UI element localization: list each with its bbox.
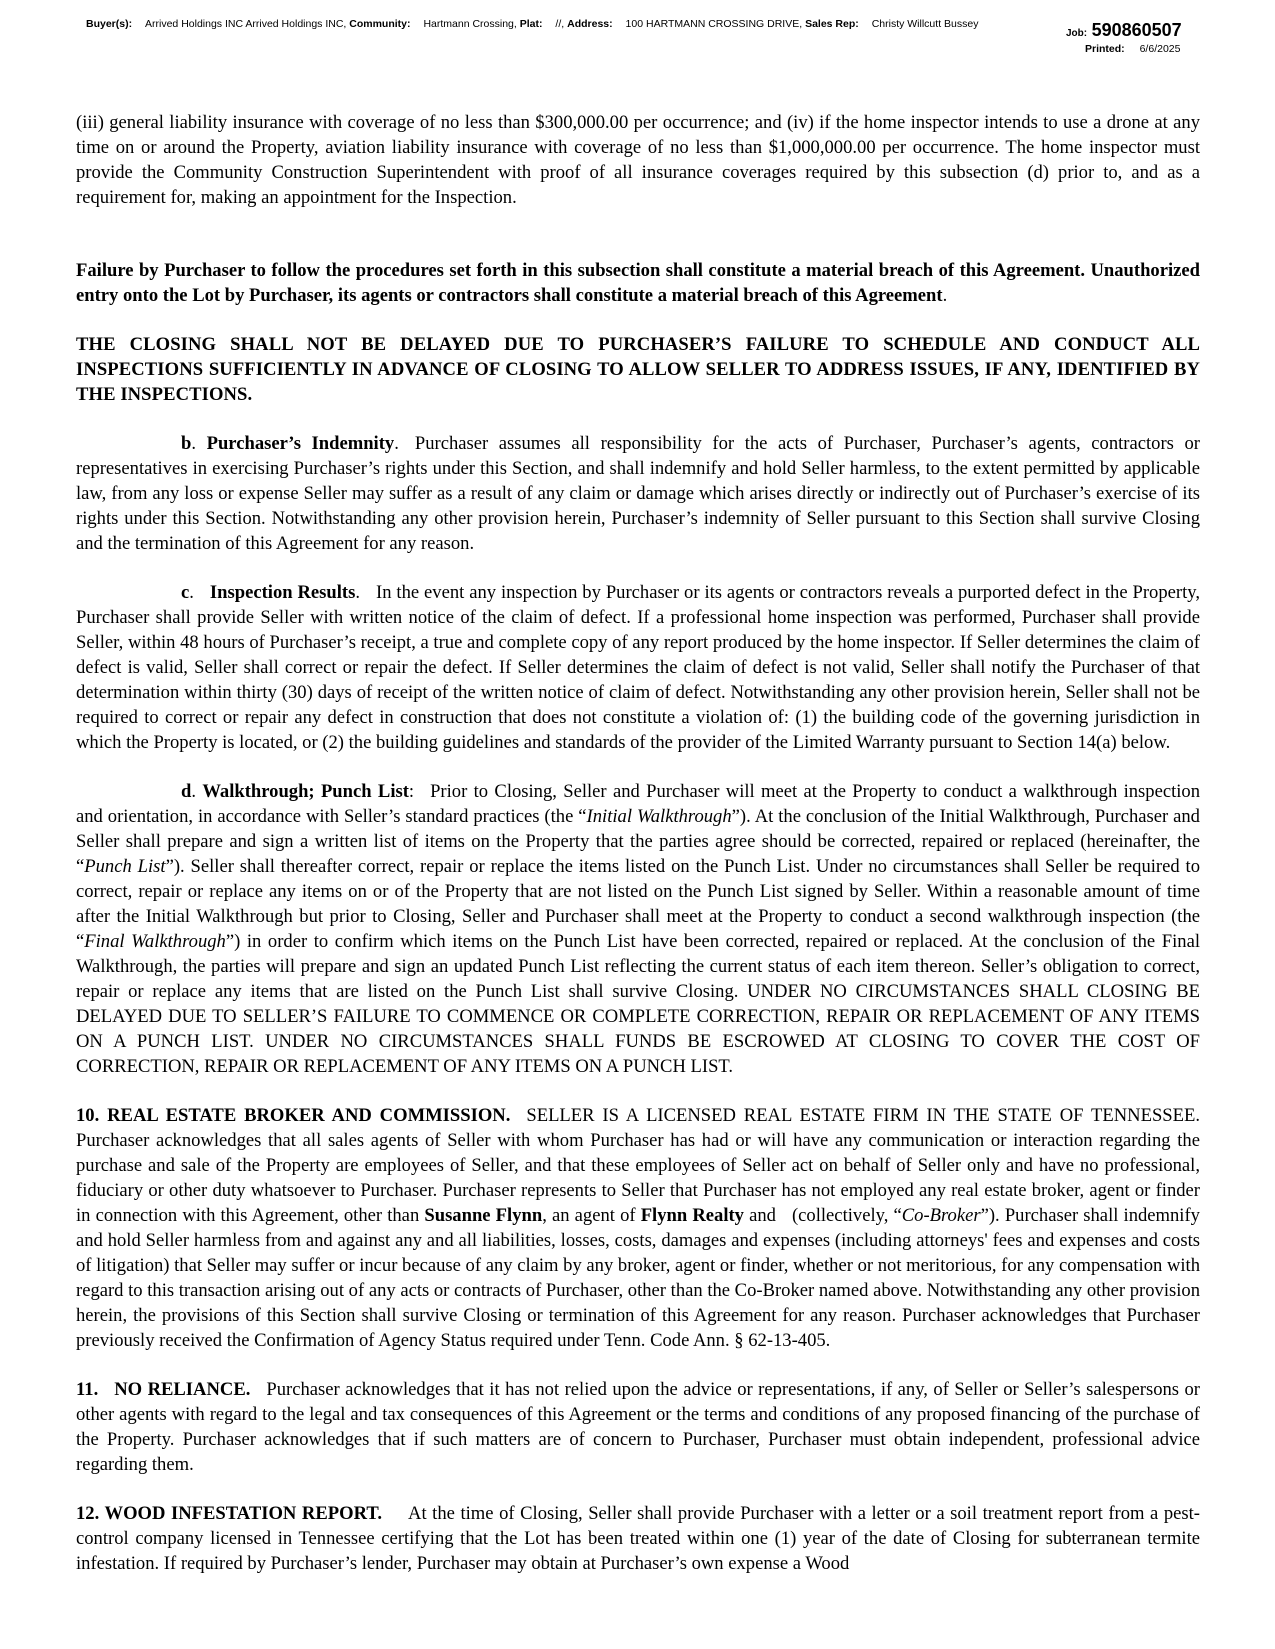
sales-rep-label: Sales Rep: xyxy=(805,18,859,30)
term-final-walkthrough: Final Walkthrough xyxy=(84,931,226,952)
insurance-text: (iii) general liability insurance with coverage of no less than $300,000.00 per occurrence; and (iv) if the home inspector intends to use a drone at any time on or around the Property, aviation liability insurance with coverage of no less than $1,000,000.00 per occurrence. The home inspector must provide the Community Construction Superintendent with proof of all insurance coverages required by this subsection (d) prior to, and as a requirement for, making an appointment for the Inspection. xyxy=(76,112,1200,208)
subsection-d: d. Walkthrough; Punch List: Prior to Closing, Seller and Purchaser will meet at the Property to conduct a walkthrough inspection and orientation, in accordance with Seller’s standard practices (the “Initial Walkthrough”). At the conclusion of the Initial Walkthrough, Purchaser and Seller shall prepare and sign a written list of items on the Property that the parties agree should be corrected, repaired or replaced (hereinafter, the “Punch List”). Seller shall thereafter correct, repair or replace the items listed on the Punch List. Under no circumstances shall Seller be required to correct, repair or replace any items on or of the Property that are not listed on the Punch List signed by Seller. Within a reasonable amount of time after the Initial Walkthrough but prior to Closing, Seller and Purchaser shall meet at the Property to conduct a second walkthrough inspection (the “Final Walkthrough”) in order to confirm which items on the Punch List have been corrected, repaired or replaced. At the conclusion of the Final Walkthrough, the parties will prepare and sign an updated Punch List reflecting the current status of each item thereon. Seller’s obligation to correct, repair or replace any items that are listed on the Punch List shall survive Closing. UNDER NO CIRCUMSTANCES SHALL CLOSING BE DELAYED DUE TO SELLER’S FAILURE TO COMMENCE OR COMPLETE CORRECTION, REPAIR OR REPLACEMENT OF ANY ITEMS ON A PUNCH LIST. UNDER NO CIRCUMSTANCES SHALL FUNDS BE ESCROWED AT CLOSING TO COVER THE COST OF CORRECTION, REPAIR OR REPLACEMENT OF ANY ITEMS ON A PUNCH LIST. xyxy=(76,781,1200,1077)
sales-rep-value: Christy Willcutt Bussey xyxy=(871,18,979,30)
subsection-d-text-4: ”) in order to confirm which items on the Punch List have been corrected, repaired or replaced. At the conclusion of the Final Walkthrough, the parties will prepare and sign an updated Punch List reflecting the current status of each item thereon. Seller’s obligation to correct, repair or replace any items that are listed on the Punch List shall survive Closing. UNDER NO CIRCUMSTANCES SHALL CLOSING BE DELAYED DUE TO SELLER’S FAILURE TO COMMENCE OR COMPLETE CORRECTION, REPAIR OR REPLACEMENT OF ANY ITEMS ON A PUNCH LIST. UNDER NO CIRCUMSTANCES SHALL FUNDS BE ESCROWED AT CLOSING TO COVER THE COST OF CORRECTION, REPAIR OR REPLACEMENT OF ANY ITEMS ON A PUNCH LIST. xyxy=(76,931,1200,1077)
failure-text: Failure by Purchaser to follow the procedures set forth in this subsection shall constitute a material breach of this Agreement. Unauthorized entry onto the Lot by Purchaser, its agents or contractors shall constitute a material breach of this Agreement xyxy=(76,260,1200,306)
term-punch-list: Punch List xyxy=(84,856,166,877)
subsection-c-text: In the event any inspection by Purchaser or its agents or contractors reveals a purported defect in the Property, Purchaser shall provide Seller with written notice of the claim of defect. If a professional home inspection was performed, Purchaser shall provide Seller, within 48 hours of Purchaser’s receipt, a true and complete copy of any report produced by the home inspector. If Seller determines the claim of defect is valid, Seller shall correct or repair the defect. If Seller determines the claim of defect is not valid, Seller shall notify the Purchaser of that determination within thirty (30) days of receipt of the written notice of claim of defect. Notwithstanding any other provision herein, Seller shall not be required to correct or repair any defect in construction that does not constitute a violation of: (1) the building code of the governing jurisdiction in which the Property is located, or (2) the building guidelines and standards of the provider of the Limited Warranty pursuant to Section 14(a) below. xyxy=(76,582,1200,753)
printed-date: 6/6/2025 xyxy=(1139,43,1181,55)
paragraph-insurance xyxy=(76,110,1200,210)
plat-value: //, xyxy=(555,18,565,30)
community-value: Hartmann Crossing, xyxy=(423,18,517,30)
section-12 xyxy=(76,1501,1200,1576)
section-12-heading: 12. WOOD INFESTATION REPORT. xyxy=(76,1503,383,1524)
subsection-c-letter: c xyxy=(181,582,190,603)
subsection-d-text-2: ”). At the conclusion of the Initial Walkthrough, Purchaser and Seller shall prepare and sign a written list of items on the Property that the parties agree should be corrected, repaired or replaced (hereinafter, the “ xyxy=(76,806,1200,877)
buyer-label: Buyer(s): xyxy=(86,18,133,30)
term-co-broker: Co-Broker xyxy=(901,1205,981,1226)
subsection-d-text-1: Prior to Closing, Seller and Purchaser will meet at the Property to conduct a walkthrough inspection and orientation, in accordance with Seller’s standard practices (the “ xyxy=(76,781,1200,827)
subsection-d-text-3: ”). Seller shall thereafter correct, repair or replace the items listed on the Punch List. Under no circumstances shall Seller be required to correct, repair or replace any items on or of the Property that are not listed on the Punch List signed by Seller. Within a reasonable amount of time after the Initial Walkthrough but prior to Closing, Seller and Purchaser shall meet at the Property to conduct a second walkthrough inspection (the “ xyxy=(76,856,1200,952)
co-broker-agent: Susanne Flynn xyxy=(424,1205,543,1226)
subsection-c-title: Inspection Results xyxy=(209,582,356,603)
section-10-text-2: , an agent of xyxy=(542,1205,636,1226)
section-11-text: Purchaser acknowledges that it has not relied upon the advice or representations, if any, of Seller or Seller’s salespersons or other agents with regard to the legal and tax consequences of this Agreement or the terms and conditions of any proposed financing of the purchase of the Property. Purchaser acknowledges that if such matters are of concern to Purchaser, Purchaser must obtain independent, professional advice regarding them. xyxy=(76,1379,1200,1475)
printed-label: Printed: xyxy=(1085,43,1125,55)
section-10-text-5: ”). Purchaser shall indemnify and hold Seller harmless from and against any and all liabilities, losses, costs, damages and expenses (including attorneys' fees and expenses and costs of litigation) that Seller may suffer or incur because of any claim by any broker, agent or finder, whether or not meritorious, for any compensation with regard to this transaction arising out of any acts or contracts of Purchaser, other than the Co-Broker named above. Notwithstanding any other provision herein, the provisions of this Section shall survive Closing or termination of this Agreement for any reason. Purchaser acknowledges that Purchaser previously received the Confirmation of Agency Status required under Tenn. Code Ann. § 62-13-405. xyxy=(76,1205,1200,1351)
contract-body xyxy=(76,110,1200,1600)
subsection-b-title: Purchaser’s Indemnity xyxy=(206,433,395,454)
printed-date-block xyxy=(1085,43,1180,55)
job-number: 590860507 xyxy=(1091,20,1182,40)
subsection-b-text: Purchaser assumes all responsibility for the acts of Purchaser, Purchaser’s agents, contractors or representatives in exercising Purchaser’s rights under this Section, and shall indemnify and hold Seller harmless, to the extent permitted by applicable law, from any loss or expense Seller may suffer as a result of any claim or damage which arises directly or indirectly out of Purchaser’s exercise of its rights under this Section. Notwithstanding any other provision herein, Purchaser’s indemnity of Seller pursuant to this Section shall survive Closing and the termination of this Agreement for any reason. xyxy=(76,433,1200,554)
subsection-d-title: Walkthrough; Punch List xyxy=(202,781,409,802)
closing-notice-text: THE CLOSING SHALL NOT BE DELAYED DUE TO PURCHASER’S FAILURE TO SCHEDULE AND CONDUCT ALL INSPECTIONS SUFFICIENTLY IN ADVANCE OF CLOSING TO ALLOW SELLER TO ADDRESS ISSUES, IF ANY, IDENTIFIED BY THE INSPECTIONS. xyxy=(76,334,1200,405)
paragraph-failure xyxy=(76,258,1200,308)
paragraph-closing-notice xyxy=(76,332,1200,407)
section-10-text-4: (collectively, “ xyxy=(791,1205,902,1226)
document-header xyxy=(0,0,1275,70)
section-10-text-3: and xyxy=(749,1205,776,1226)
buyer-value: Arrived Holdings INC Arrived Holdings INC, xyxy=(145,18,347,30)
plat-label: Plat: xyxy=(519,18,543,30)
failure-period: . xyxy=(942,285,948,306)
subsection-d-letter: d xyxy=(181,781,192,802)
subsection-b: b. Purchaser’s Indemnity. Purchaser assumes all responsibility for the acts of Purchaser, Purchaser’s agents, contractors or representatives in exercising Purchaser’s rights under this Section, and shall indemnify and hold Seller harmless, to the extent permitted by applicable law, from any loss or expense Seller may suffer as a result of any claim or damage which arises directly or indirectly out of Purchaser’s exercise of its rights under this Section. Notwithstanding any other provision herein, Purchaser’s indemnity of Seller pursuant to this Section shall survive Closing and the termination of this Agreement for any reason. xyxy=(76,433,1200,554)
section-11-number: 11. xyxy=(76,1379,99,1400)
co-broker-firm: Flynn Realty xyxy=(640,1205,744,1226)
section-10 xyxy=(76,1103,1200,1353)
address-label: Address: xyxy=(567,18,613,30)
section-11 xyxy=(76,1377,1200,1477)
address-value: 100 HARTMANN CROSSING DRIVE, xyxy=(625,18,803,30)
subsection-b-letter: b xyxy=(181,433,192,454)
community-label: Community: xyxy=(349,18,411,30)
term-initial-walkthrough: Initial Walkthrough xyxy=(586,806,732,827)
section-10-heading: 10. REAL ESTATE BROKER AND COMMISSION. xyxy=(76,1105,511,1126)
section-10-text-1: SELLER IS A LICENSED REAL ESTATE FIRM IN THE STATE OF TENNESSEE. Purchaser acknowledges that all sales agents of Seller with whom Purchaser has had or will have any communication or interaction regarding the purchase and sale of the Property are employees of Seller, and that these employees of Seller act on behalf of Seller only and have no professional, fiduciary or other duty whatsoever to Purchaser. Purchaser represents to Seller that Purchaser has not employed any real estate broker, agent or finder in connection with this Agreement, other than xyxy=(76,1105,1200,1226)
header-info-line xyxy=(86,18,978,30)
section-12-text: At the time of Closing, Seller shall provide Purchaser with a letter or a soil treatment report from a pest-control company licensed in Tennessee certifying that the Lot has been treated within one (1) year of the date of Closing for subterranean termite infestation. If required by Purchaser’s lender, Purchaser may obtain at Purchaser’s own expense a Wood xyxy=(76,1503,1200,1574)
subsection-c: c. Inspection Results. In the event any inspection by Purchaser or its agents or contractors reveals a purported defect in the Property, Purchaser shall provide Seller with written notice of the claim of defect. If a professional home inspection was performed, Purchaser shall provide Seller, within 48 hours of Purchaser’s receipt, a true and complete copy of any report produced by the home inspector. If Seller determines the claim of defect is valid, Seller shall correct or repair the defect. If Seller determines the claim of defect is not valid, Seller shall notify the Purchaser of that determination within thirty (30) days of receipt of the written notice of claim of defect. Notwithstanding any other provision herein, Seller shall not be required to correct or repair any defect in construction that does not constitute a violation of: (1) the building code of the governing jurisdiction in which the Property is located, or (2) the building guidelines and standards of the provider of the Limited Warranty pursuant to Section 14(a) below. xyxy=(76,582,1200,753)
job-label: Job: xyxy=(1066,28,1088,39)
section-11-heading: NO RELIANCE. xyxy=(114,1379,251,1400)
job-number-block xyxy=(1066,20,1182,41)
